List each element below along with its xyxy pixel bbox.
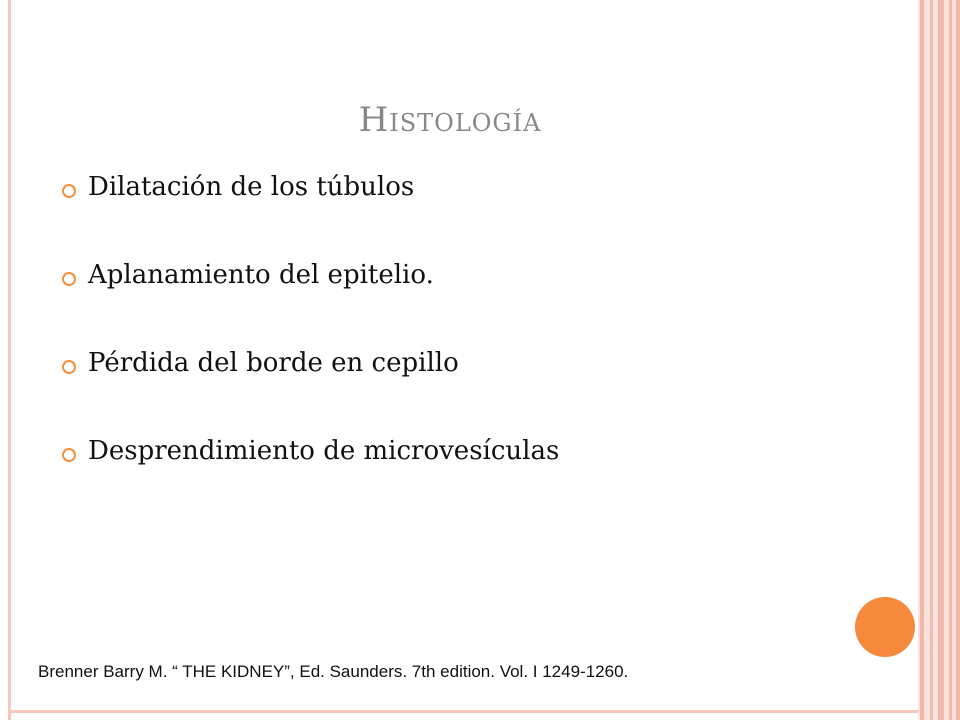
bullet-item [62,348,559,436]
bottom-frame-line [8,710,922,713]
orange-circle-decoration [855,597,915,657]
bullet-item [62,436,559,524]
right-decorative-stripes [918,0,960,720]
circle-bullet-icon [62,448,76,462]
bullet-item [62,260,559,348]
citation-text: Brenner Barry M. “ THE KIDNEY”, Ed. Saunders. 7th edition. Vol. I 1249-1260. [38,662,629,681]
bullet-text: Aplanamiento del epitelio. [88,260,434,290]
slide-title: Histología [358,100,542,140]
bullet-text: Desprendimiento de microvesículas [88,436,560,466]
bullet-item [62,172,559,260]
bullet-list [62,172,559,524]
circle-bullet-icon [62,272,76,286]
circle-bullet-icon [62,360,76,374]
bullet-text: Pérdida del borde en cepillo [88,348,459,378]
bullet-text: Dilatación de los túbulos [88,172,415,202]
circle-bullet-icon [62,184,76,198]
